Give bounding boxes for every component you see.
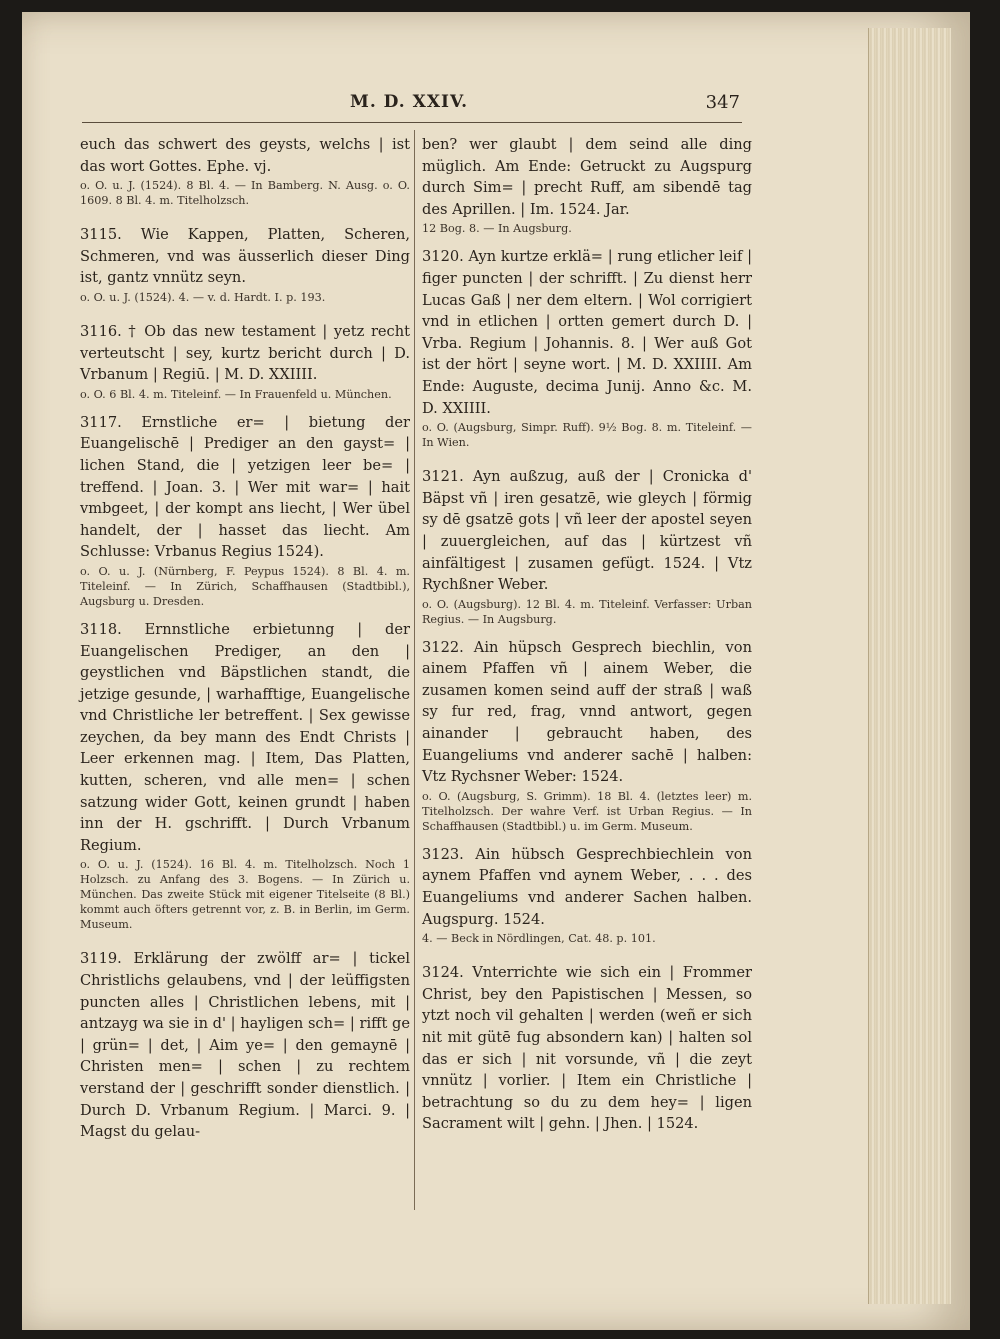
entry-text: 3115. Wie Kappen, Platten, Scheren, Schmeren, vnd was äusserlich dieser Ding ist, gantz vnnütz seyn. (80, 226, 410, 287)
running-head (80, 88, 740, 118)
entry-note: o. O. (Augsburg). 12 Bl. 4. m. Titeleinf. Verfasser: Urban Regius. — In Augsburg. (422, 597, 752, 626)
entry-note: o. O. (Augsburg, S. Grimm). 18 Bl. 4. (letztes leer) m. Titelholzsch. Der wahre Verf. ist Urban Regius. — In Schaffhausen (Stadtbibl.) u. im Germ. Museum. (422, 789, 752, 833)
running-head-title: M. D. XXIV. (350, 92, 469, 112)
entry-3120 (422, 246, 752, 450)
entry-text: 3117. Ernstliche er= | bietung der Euangelischē | Prediger an den gayst= | lichen Stand, die | yetzigen leer be= | treffend. | Joan. 3. | Wer mit war= | hait vmbgeet, | der kompt ans liecht, | Wer übel handelt, der | hasset das liecht. Am Schlusse: Vrbanus Regius 1524). (80, 413, 410, 561)
entry-3117 (80, 412, 410, 609)
entry-3124 (422, 962, 752, 1135)
right-column (422, 134, 752, 1145)
entry-text: ben? wer glaubt | dem seind alle ding müglich. Am Ende: Getruckt zu Augspurg durch Sim= | precht Ruff, am sibendē tag des Aprillen. | Im. 1524. Jar. (422, 136, 752, 218)
entry-text: 3122. Ain hüpsch Gesprech biechlin, von ainem Pfaffen vñ | ainem Weber, die zusamen komen seind auff der straß | waß sy fur red, frag, vnnd antwort, gegen ainander | gebraucht haben, des Euangeliums vnd anderer sachē | halben: Vtz Rychsner Weber: 1524. (422, 638, 752, 786)
entry-note: o. O. u. J. (1524). 16 Bl. 4. m. Titelholzsch. Noch 1 Holzsch. zu Anfang des 3. Bogens. — In Zürich u. München. Das zweite Stück mit eigener Titelseite (8 Bl.) kommt auch öfters getrennt vor, z. B. in Berlin, im Germ. Museum. (80, 858, 410, 932)
entry-3122 (422, 637, 752, 834)
entry-3118 (80, 619, 410, 933)
entry-note: 4. — Beck in Nördlingen, Cat. 48. p. 101. (422, 932, 656, 946)
page-edges (868, 28, 951, 1304)
left-column (80, 134, 410, 1153)
entry-text: euch das schwert des geysts, welchs | ist das wort Gottes. Ephe. vj. (80, 136, 410, 175)
entry-3116 (80, 321, 410, 402)
entry-text: 3116. † Ob das new testament | yetz recht verteutscht | sey, kurtz bericht durch | D. Vrbanum | Regiū. | M. D. XXIIII. (80, 322, 410, 384)
entry-text: 3121. Ayn außzug, auß der | Cronicka d' Bäpst vñ | iren gesatzē, wie gleych | förmig sy dē gsatzē gots | vñ leer der apostel seyen | zuuergleichen, auf das | kürtzest vñ ainfältigest | zusamen gefügt. 1524. | Vtz Rychßner Weber. (422, 468, 752, 594)
entry-3119 (80, 948, 410, 1142)
entry-3121 (422, 466, 752, 627)
entry-text: 3124. Vnterrichte wie sich ein | Frommer Christ, bey den Papistischen | Messen, so ytzt noch vil gehalten | werden (weñ er sich nit mit gütē fug absondern kan) | halten sol das er sich | nit vorsunde, vñ | die zeyt vnnütz | vorlier. | Item ein Christliche | betrachtung so du zu dem hey= | ligen Sacrament wilt | gehn. | Jhen. | 1524. (422, 964, 752, 1133)
entry-text: 3120. Ayn kurtze erklä= | rung etlicher leif | figer puncten | der schrifft. | Zu dienst herr Lucas Gaß | ner dem eltern. | Wol corrigiert vnd in etlichen | ortten gemert durch D. | Vrba. Regium | Johannis. 8. | Wer auß Got ist der hört | seyne wort. | M. D. XXIIII. Am Ende: Auguste, decima Junij. Anno &c. M. D. XXIIII. (422, 248, 752, 417)
entry-note: o. O. 6 Bl. 4. m. Titeleinf. — In Frauenfeld u. München. (80, 387, 392, 401)
entry-note: o. O. u. J. (Nürnberg, F. Peypus 1524). 8 Bl. 4. m. Titeleinf. — In Zürich, Schaffhausen (Stadtbibl.), Augsburg u. Dresden. (80, 564, 410, 608)
entry-note: o. O. (Augsburg, Simpr. Ruff). 9½ Bog. 8. m. Titeleinf. — In Wien. (422, 421, 752, 450)
entry-continuation (80, 134, 410, 208)
entry-3123 (422, 844, 752, 946)
page-number: 347 (705, 92, 740, 113)
entry-note: 12 Bog. 8. — In Augsburg. (422, 222, 572, 236)
entry-note: o. O. u. J. (1524). 4. — v. d. Hardt. I. p. 193. (80, 290, 326, 304)
entry-text: 3118. Ernnstliche erbietunng | der Euangelischen Prediger, an den | geystlichen vnd Bäpstlichen standt, die jetzige gesunde, | warhafftige, Euangelische vnd Christliche ler betreffent. | Sex gewisse zeychen, da bey mann des Endt Christs | Leer erkennen mag. | Item, Das Platten, kutten, scheren, vnd alle men= | schen satzung wider Gott, keinen grundt | haben inn der H. gschrifft. | Durch Vrbanum Regium. (80, 620, 410, 854)
entry-3115 (80, 224, 410, 305)
entry-text: 3119. Erklärung der zwölff ar= | tickel Christlichs gelaubens, vnd | der leüffigsten puncten alles | Christlichen lebens, mit | antzayg wa sie in d' | hayligen sch= | rifft ge | grün= | det, | Aim ye= | den gemaynē | Christen men= | schen | zu rechtem verstand der | geschrifft sonder dienstlich. | Durch D. Vrbanum Regium. | Marci. 9. | Magst du gelau- (80, 950, 410, 1141)
header-rule (82, 122, 742, 123)
entry-note: o. O. u. J. (1524). 8 Bl. 4. — In Bamberg. N. Ausg. o. O. 1609. 8 Bl. 4. m. Titelholzsch. (80, 179, 410, 208)
entry-3119-continued (422, 134, 752, 236)
entry-text: 3123. Ain hübsch Gesprechbiechlein von aynem Pfaffen vnd aynem Weber, . . . des Euangeliums vnd anderer Sachen halben. Augspurg. 1524. (422, 845, 752, 928)
column-divider (414, 130, 415, 1210)
